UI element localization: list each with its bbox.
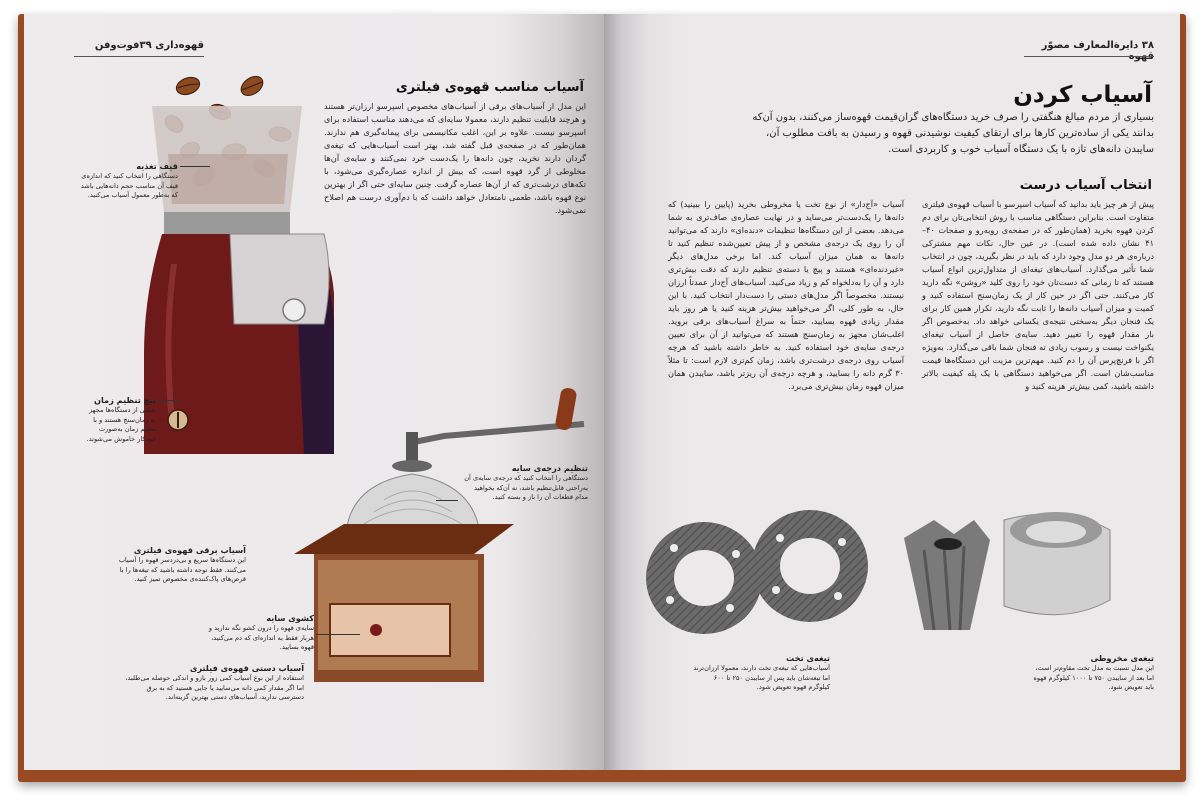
flat-burr-caption <box>692 652 830 693</box>
right-page <box>604 14 1180 770</box>
drawer-leader-line <box>316 634 360 635</box>
hopper-callout-title: قیف تغذیه <box>136 161 178 171</box>
left-page <box>24 14 604 770</box>
hopper-leader-line <box>180 166 210 167</box>
lead-paragraph: بسیاری از مردم مبالغ هنگفتی را صرف خرید دستگاه‌های گران‌قیمت قهوه‌ساز می‌کنند، بدون آن‌که بدانند یکی از ساده‌ترین کارها برای ارتقای کیفیت نوشیدنی قهوه و رسیدن به بافت مطلوب آن، سایبدن دانه‌های تازه با یک دستگاه آسیاب خوب و کاربردی است. <box>752 112 1154 155</box>
left-page-header: قهوه‌داری ۳۹فوت‌وفن <box>94 40 204 51</box>
conical-burr-caption <box>1032 652 1154 693</box>
open-book <box>18 14 1186 782</box>
header-rule <box>1024 56 1154 57</box>
timer-leader-line <box>158 400 180 401</box>
timer-callout-title: پیچ تنظیم زمان <box>93 395 156 405</box>
timer-callout-text: بعضی از دستگاه‌ها مجهز به زمان‌سنج هستند و با تنظیم زمان به‌صورت خودکار خاموش می‌شوند. <box>86 406 156 443</box>
electric-grinder-title: آسیاب برقی قهوه‌ی فیلتری <box>133 545 246 555</box>
column-1: پیش از هر چیز باید بدانید که آسیاب اسپرسو با آسیاب قهوه‌ی فیلتری متفاوت است. بنابراین دستگاهی مناسب با روش انتخابی‌تان برای دم کردن قهوه بخرید (همان‌طور که در صفحه‌ی روبه‌رو و صفحات ۴۰–۴۱ نشان داده شده است). در عین حال، نکات مهم مشترکی درباره‌ی هر دو مدل وجود دارد که باید در نظر بگیرید، چون در انتخاب شما تأثیر می‌گذارد. آسیاب‌های تیغه‌ای از متداول‌ترین انواع آسیاب هستند که تا زمانی که دست‌تان خود را روی کلید «روشن» نگه دارید کار می‌کنند. حتی اگر در حین کار از یک زمان‌سنج استفاده کنید و کمیت و میزان آسیاب دانه‌ها را ثابت نگه دارید، تکرار همین کار برای یک فنجان دیگر به‌سختی نتیجه‌ی یکسانی خواهد داد. به‌خصوص اگر بار مقدار قهوه را تغییر دهید. سایه‌ی حاصل از آسیاب تیغه‌ای یکنواخت نیست و رسوب زیادی ته فنجان شما باقی می‌گذارد. به‌ویژه اگر با فرنچ‌پرس آن را دم کنید. مهم‌ترین مزیت این دستگاه‌ها قیمت مناسب‌شان است. اگر می‌خواهید دستگاهی با یک پله کیفیت بالاتر داشته باشید، کمی بیش‌تر هزینه کنید و <box>922 199 1154 391</box>
drawer-callout-text: سایه‌ی قهوه را درون کشو نگه ندارید و هربار فقط به اندازه‌ای که دم می‌کنید، قهوه بسایید. <box>208 624 314 652</box>
drawer-callout <box>208 612 314 653</box>
grind-leader-line <box>436 500 458 501</box>
burrs-illustration <box>634 490 1114 640</box>
header-rule <box>74 56 204 57</box>
flat-burr-text: آسیاب‌هایی که تیغه‌ی تخت دارند، معمولا ارزان‌ترند اما تیغه‌شان باید پس از سایبدن ۲۵۰ تا ۶۰۰ کیلوگرم قهوه تعویض شود. <box>693 664 830 692</box>
hopper-callout <box>78 160 178 201</box>
electric-grinder-text: این دستگاه‌ها سریع و بی‌دردسر قهوه را آسیاب می‌کنند. فقط توجه داشته باشید که تیغه‌ها را با قرص‌های پاک‌کننده‌ی مخصوص تمیز کنید. <box>118 556 246 584</box>
page-title: آسیاب کردن <box>1013 82 1152 108</box>
drawer-callout-title: کشوی سایه <box>266 613 314 623</box>
electric-grinder-caption <box>114 544 246 585</box>
right-page-header: ۳۸ دایرةالمعارف مصوّر <box>1041 40 1154 51</box>
flat-burr-title: تیغه‌ی تخت <box>786 653 830 663</box>
manual-grinder-text: استفاده از این نوع آسیاب کمی زور بازو و اندکی حوصله می‌طلبد، اما اگر مقدار کمی دانه می‌سایید یا جایی هستید که به برق دسترسی ندارید، آسیاب‌های دستی بهترین گزینه‌اند. <box>125 674 304 702</box>
section-body: این مدل از آسیاب‌های برقی از آسیاب‌های مخصوص اسپرسو ارزان‌تر هستند و هرچند قابلیت تنظیم دارند، معمولا سایه‌ای که می‌دهند مناسب استفاده برای اسپرسو نیست. علاوه بر این، اغلب مکانیسمی برای پیمانه‌گیری هم ندارند. همان‌طور که در صفحه‌ی قبل گفته شد، بهتر است آسیاب‌هایی که تیغه‌ی گردان دارند نخرید، چون دانه‌ها را یک‌دست خرد نمی‌کنند و سایه‌ی آن‌ها مخلوطی از گرد قهوه است، که بیش از اندازه عصاره‌گیری می‌شود، با تکه‌های درشت‌تری که از آن‌ها عصاره گرفت. چنین سایه‌ای حتی اگر از بهترین نوع قهوه باشد، طعمی نامتعادل خواهد داشت که با دم‌آوری درست هم اصلاح نمی‌شود. <box>324 101 586 215</box>
grind-setting-callout <box>460 462 588 503</box>
hopper-callout-text: دستگاهی را انتخاب کنید که اندازه‌ی قیف آن مناسب حجم دانه‌هایی باشد که به‌طور معمول آسیاب می‌کنید. <box>80 172 178 200</box>
manual-grinder-illustration <box>294 384 594 684</box>
column-2: آسیاب «آج‌دار» از نوع تخت یا مخروطی بخرید (پایین را ببینید) که دانه‌ها را یک‌دست‌تر می‌ساید و در نهایت عصاره‌ی صاف‌تری به شما می‌دهد. بعضی از این دستگاه‌ها تنظیمات «دنده‌ای» دارند که می‌توانید آن را روی یک درجه‌ی مشخص و از پیش تعیین‌شده تنظیم کنید تا دانه‌ها به همان میزان آسیاب کند. اما برخی مدل‌های دیگر «غیردنده‌ای» هستند و پیچ یا دسته‌ی تنظیم دارند که دقت بیش‌تری دارد و آن را به‌دلخواه کم و زیاد می‌کنید. آسیاب‌های آج‌دار عمدتاً ارزان نیستند. مخصوصاً اگر مدل‌های دستی را دست‌دار انتخاب کنید. با این حال، به طور کلی، اگر می‌خواهید بیش‌تر هزینه کنید یا هر روز باید مقدار زیادی قهوه بسایید، حتماً به سراغ آسیاب‌های برقی بروید. اغلب‌شان مجهز به زمان‌سنج هستند که می‌توانید از آن برای تعیین درجه‌ی سایه‌ی خود استفاده کنید. به خاطر داشته باشید که هرچه آسیاب روی درجه‌ی درشت‌تری باشد، زمان کم‌تری لازم است: تا مثلاً ۳۰ گرم دانه را بسایید، و هرچه درجه‌ی آن ریزتر باشد، سایبدن همان میزان قهوه زمان بیش‌تری می‌برد. <box>668 199 904 391</box>
conical-burr-text: این مدل نسبت به مدل تخت مقاوم‌تر است، اما بعد از سایبدن ۷۵۰ تا ۱۰۰۰ کیلوگرم قهوه باید تعویض شود. <box>1033 664 1154 692</box>
grind-setting-callout-text: دستگاهی را انتخاب کنید که درجه‌ی سایه‌ی آن به‌راحتی قابل‌تنظیم باشد، نه آن‌که بخواهید مدام قطعات آن را باز و بسته کنید. <box>464 474 588 502</box>
subtitle: انتخاب آسیاب درست <box>1019 178 1152 193</box>
manual-grinder-caption <box>124 662 304 703</box>
conical-burr-title: تیغه‌ی مخروطی <box>1090 653 1154 663</box>
grind-setting-callout-title: تنظیم درجه‌ی سایه <box>511 463 588 473</box>
timer-callout <box>84 394 156 444</box>
manual-grinder-title: آسیاب دستی قهوه‌ی فیلتری <box>189 663 304 673</box>
section-title: آسیاب مناسب قهوه‌ی فیلتری <box>395 80 584 95</box>
